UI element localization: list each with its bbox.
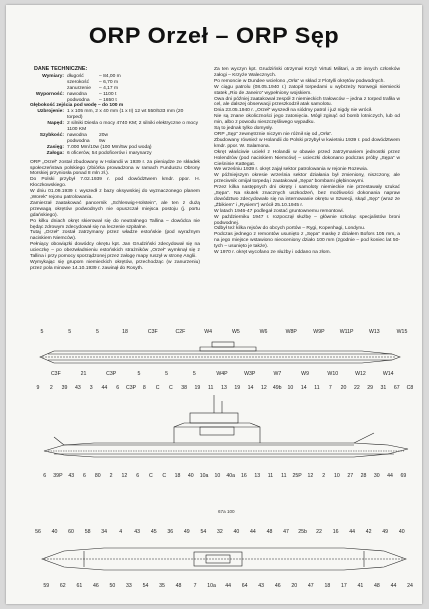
callout-label: 36 xyxy=(167,529,174,535)
paragraph: Odbył też kilka rejsów do obcych portów – Rygi, Kopenhagi, Londynu. xyxy=(214,226,366,232)
spec-value: Głębokość zejścia pod wodę – do 100 m xyxy=(30,103,124,109)
callout-label: 11 xyxy=(314,385,320,391)
callout-label: 48 xyxy=(374,583,380,589)
callout-label: 7 xyxy=(328,385,332,391)
callout-label: 40 xyxy=(187,473,194,479)
callout-label: 47 xyxy=(283,529,289,535)
specs-table xyxy=(30,74,200,157)
spec-key: Wymiary: xyxy=(42,73,64,79)
callout-label: 2 xyxy=(109,473,113,479)
callout-label: C8 xyxy=(406,385,414,391)
callout-label: 11 xyxy=(208,385,214,391)
callout-label: 22 xyxy=(316,529,322,535)
callout-label: 46 xyxy=(92,583,99,589)
callout-label: 56 xyxy=(35,529,41,535)
callout-label: 44 xyxy=(225,583,232,589)
callout-label: 50 xyxy=(109,583,116,589)
spec-value: nawodna – 1100 t podwodna – 1650 t xyxy=(67,91,117,103)
paragraph: W 1970 r. okręt wycofano ze służby i oddano na złom. xyxy=(214,250,331,256)
callout-label: W11P xyxy=(339,329,354,335)
callout-label: 5 xyxy=(95,329,99,335)
callout-label: 45 xyxy=(150,529,157,535)
callout-label: 54 xyxy=(142,583,149,589)
callout-label: 19 xyxy=(234,385,241,391)
callout-label: W7 xyxy=(273,371,282,377)
paragraph: Zbudowany również w Holandii do Polski przybył w kwietniu 1939 r. pod dowództwem kmdr. ppor. W. Salamona. xyxy=(214,137,400,149)
paragraph: Okręt właściwie uciekł z Holandii w obawie przed zatrzymaniem jednostki przez Holendrów (pod naciskiem Niemców) – ucieczki dokonano podczas próby „Sępa” w Cieśninie Kattegat. xyxy=(214,149,400,167)
callout-label: 10a xyxy=(199,473,209,479)
callout-label: 49b xyxy=(272,385,282,391)
callout-label: 69 xyxy=(400,473,407,479)
callout-label: 25b xyxy=(298,529,307,535)
paragraph: Nie są znane okoliczności jego zatonięcia. Mógł zginąć od bomb lotniczych, lub od min, albo z powodu nieszczęśliwego wypadku. xyxy=(214,114,400,126)
callout-label: 6 xyxy=(83,473,86,479)
callout-label: 11 xyxy=(281,473,287,479)
spec-row xyxy=(30,74,200,92)
right-column xyxy=(214,67,400,256)
spec-row xyxy=(30,92,200,104)
callout-label: 33 xyxy=(126,583,132,589)
spec-key: Zasięg: xyxy=(46,144,64,150)
callout-label: 12 xyxy=(307,473,314,479)
callout-label: 44 xyxy=(390,583,397,589)
scale-label: 67a 100 xyxy=(218,509,235,514)
callout-label: 47 xyxy=(307,583,314,589)
paragraph: ORP „Orzeł” został zbudowany w Holandii w 1939 r. za pieniądze ze składek społeczeństwa polskiego (zbiórka prowadzona w ramach Funduszu Obrony Morskiej przyniosła ponad 8 mln zł.). xyxy=(30,159,200,177)
callout-label: W9 xyxy=(301,371,309,377)
paragraph: W ciągu patrolu (08.05.1940 r.) zatopił torpedami u wybrzeży Norwegii niemiecki statek „Rio de Janeiro” wypełniony wojskiem. xyxy=(214,84,400,96)
callout-label: 5 xyxy=(137,371,141,377)
document-page xyxy=(6,5,422,604)
paragraph: Są to jednak tylko domysły. xyxy=(214,126,273,132)
spec-key: Napęd: xyxy=(47,121,64,127)
callout-label: 38 xyxy=(181,385,188,391)
callout-label: 67 xyxy=(393,385,400,391)
callout-label: 35 xyxy=(159,583,165,589)
callout-label: 14 xyxy=(247,385,254,391)
paragraph: We wrześniu 1939 r. okręt zajął sektor patrolowania w rejonie Rozewia. xyxy=(214,167,369,173)
callout-label: 2 xyxy=(49,385,53,391)
callout-label: 16 xyxy=(241,473,247,479)
callout-label: 54 xyxy=(200,529,207,535)
callout-label: W14 xyxy=(382,371,394,377)
right-text xyxy=(214,67,400,256)
callout-label: 43 xyxy=(258,583,265,589)
callout-label: 41 xyxy=(357,583,364,589)
callout-label: 49 xyxy=(382,529,389,535)
paragraph: Dnia 23.05.1940 r. „Orzeł” wyszedł na siódmy patrol i już nigdy nie wrócił. xyxy=(214,108,373,114)
callout-label: 44 xyxy=(250,529,256,535)
callout-label: 12 xyxy=(260,385,267,391)
callout-label: 5 xyxy=(68,329,72,335)
spec-key: Uzbrojenie: xyxy=(37,109,64,115)
callout-label: 24 xyxy=(407,583,413,589)
spec-value: długość – 84,00 m szerokość – 6,70 m zanurzenie – 4,17 m xyxy=(67,73,121,91)
callout-label: 5 xyxy=(40,329,44,335)
callout-label: 49 xyxy=(183,529,190,535)
spec-key: Załoga: xyxy=(46,150,64,156)
callout-label: C xyxy=(162,473,167,479)
paragraph: Po kilku dniach okręt skierował się do neutralnego Tallina – dowódca nie będąc zdrowym zdecydował się na leczenie szpitalne. xyxy=(30,218,200,230)
callout-label: 6 xyxy=(43,473,47,479)
callout-label: 44 xyxy=(101,385,108,391)
spec-value: nawodna 20w podwodna 9w xyxy=(67,132,108,144)
paragraph: Pełniący obowiązki dowódcy okrętu kpt. Jan Grudziński zdecydował się na ucieczkę – po obezwładnieniu estońskich strażników „Orzeł” wymknął się z Tallina i przy pomocy sporządzonej przez załogę mapy ruszył w stronę Anglii. xyxy=(30,242,200,260)
left-column xyxy=(30,67,200,272)
callout-label: 30 xyxy=(373,473,380,479)
callout-label: 32 xyxy=(216,529,223,535)
callout-label: W3P xyxy=(244,371,256,377)
spec-row xyxy=(30,121,200,133)
callout-label: 40a xyxy=(226,473,235,479)
callout-label: 20 xyxy=(291,583,298,589)
callout-label: 7 xyxy=(193,583,197,589)
callout-label: C xyxy=(149,473,153,479)
callout-label: 10 xyxy=(214,473,221,479)
paragraph: Za ten wyczyn kpt. Grudziński otrzymał Krzyż Virtuti Militari, a 20 innych członków załogi – Krzyże Walecznych. xyxy=(214,67,400,78)
callout-label: W10 xyxy=(327,371,339,377)
callout-label: 5 xyxy=(192,371,196,377)
paragraph: Po remoncie w Dundee wcielono „Orła” w skład 2 Flotylli okrętów podwodnych. xyxy=(214,78,385,84)
callout-label: 59 xyxy=(43,583,50,589)
callout-label: 13 xyxy=(254,473,261,479)
callout-label: 29 xyxy=(367,385,374,391)
callout-label: 25P xyxy=(292,473,302,479)
callout-label: 19 xyxy=(194,385,201,391)
spec-value: 7.000 Mm/10w (100 Mm/5w pod wodą) xyxy=(67,144,152,150)
page-title: ORP Orzeł – ORP Sęp xyxy=(88,23,340,48)
callout-label: 31 xyxy=(380,385,387,391)
callout-label: 21 xyxy=(80,371,87,377)
paragraph: Zamierzał zaatakować pancernik „Schleswig-Holstein”, ale ten z dużą przewagą okrętów podwodnych nie opuszczał miejsca postoju (j. portu gdańskiego). xyxy=(30,200,200,218)
specs-heading: DANE TECHNICZNE: xyxy=(34,66,88,72)
callout-label: C xyxy=(155,385,160,391)
callout-label: W13 xyxy=(368,329,380,335)
callout-label: 22 xyxy=(353,385,360,391)
callout-label: 9 xyxy=(36,385,40,391)
paragraph: Owa dni później zaatakował zespół 3 niemieckich trałowców – jedna z torped trafiła w cel, ale dalszej obserwacji przeszkodził atak samolotu. xyxy=(214,96,400,108)
callout-label: W4P xyxy=(216,371,228,377)
callout-label: C3F xyxy=(147,329,158,335)
drawing-callouts xyxy=(35,329,413,589)
callout-label: 8 xyxy=(142,385,146,391)
callout-label: W5 xyxy=(231,329,240,335)
callout-label: 18 xyxy=(122,329,128,335)
callout-label: C3F xyxy=(50,371,61,377)
paragraph: W dniu 01.09.1939 r. wyszedł z bazy oksywskiej do wyznaczonego planem „Worek” rejonu patrolowania. xyxy=(30,189,200,201)
callout-label: 12 xyxy=(121,473,128,479)
callout-label: 14 xyxy=(300,385,307,391)
callout-label: 48 xyxy=(266,529,273,535)
callout-label: 34 xyxy=(101,529,108,535)
callout-label: 64 xyxy=(241,583,248,589)
callout-label: 58 xyxy=(84,529,91,535)
callout-label: 40 xyxy=(233,529,240,535)
paragraph: Podczas jednego z remontów usunięto z „Sępa” maskę z działem Bofors 105 mm, a na jego miejsce wstawiono nieoceniony działo 100 mm (zgodnie – pod koniec lat 50-tych – usunięto je także). xyxy=(214,232,400,250)
callout-label: W15 xyxy=(396,329,408,335)
callout-label: 10 xyxy=(287,385,294,391)
callout-label: 5 xyxy=(165,371,169,377)
paragraph: Wymykając się grupom niemieckich okrętów, przechodząc (w zanurzeniu) przez pola minowe 14.10.1939 r. zawinął do Rosyth. xyxy=(30,260,200,271)
spec-value: 2 silniki Diesla o mocy 4740 KM; 2 silniki elektryczne o mocy 1100 KM xyxy=(67,121,199,133)
spec-key: Wyporność: xyxy=(35,91,64,97)
spec-key: Szybkość: xyxy=(39,132,64,138)
spec-row xyxy=(30,133,200,145)
callout-label: 10a xyxy=(207,583,216,589)
callout-label: C2F xyxy=(175,329,186,335)
callout-label: 43 xyxy=(134,529,141,535)
callout-label: C3P xyxy=(125,385,137,391)
callout-label: C xyxy=(168,385,173,391)
callout-label: 60 xyxy=(68,529,74,535)
callout-label: 44 xyxy=(349,529,356,535)
paragraph: W październiku 1947 r. rozpoczął służbę – głównie szkoląc specjalistów broni podwodnej. xyxy=(214,214,400,226)
left-text xyxy=(30,160,200,272)
callout-label: 39 xyxy=(61,385,68,391)
callout-label: 39P xyxy=(53,473,63,479)
callout-label: 3 xyxy=(89,385,93,391)
callout-label: 18 xyxy=(324,583,331,589)
spec-value: 1 x 105 mm, 2 x 40 mm (1 x II) 12 wt 550/533 mm (20 torped) xyxy=(67,109,184,121)
callout-label: 48 xyxy=(175,583,182,589)
callout-label: C3P xyxy=(106,371,117,377)
callout-label: 40 xyxy=(51,529,58,535)
callout-label: 16 xyxy=(332,529,339,535)
callout-label: 43 xyxy=(68,473,75,479)
callout-label: W12 xyxy=(355,371,366,377)
callout-label: W8P xyxy=(285,329,297,335)
bottom-plan-view xyxy=(42,548,406,570)
callout-label: 18 xyxy=(174,473,181,479)
callout-label: 80 xyxy=(94,473,101,479)
callout-label: 42 xyxy=(365,529,372,535)
top-side-view xyxy=(40,342,400,363)
spec-value: 6 oficerów, 54 podoficerów i marynarzy xyxy=(67,150,152,156)
callout-label: 27 xyxy=(347,473,354,479)
callout-label: 61 xyxy=(76,583,83,589)
callout-label: 11 xyxy=(267,473,274,479)
submarine-drawings xyxy=(24,323,420,599)
callout-label: 17 xyxy=(340,583,347,589)
callout-label: 13 xyxy=(221,385,227,391)
paragraph: Przez kilka następnych dni okręty i samoloty niemieckie nie przestawały szukać „Sępa”. Na skutek znacznych uszkodzeń, bez możliwości dokonania napraw dowództwo zdecydowało się na internowanie okrętu w Szwecji, skąd „Sęp” (wraz ze „Żbikiem” i „Rysiem”) wrócił 25.10.1945 r. xyxy=(214,185,400,208)
callout-label: 28 xyxy=(360,473,367,479)
profile-view xyxy=(44,395,408,457)
paragraph: W późniejszym okresie września sektor działania był zmieniony, niszczony, ale przeciwnik omijał torpedą i zaatakował „Sępa” bombami głębinowymi. xyxy=(214,173,400,185)
paragraph: ORP „Sęp” zewnętrznie niczym nie różnił się od „Orła”. xyxy=(214,131,333,137)
callout-label: 46 xyxy=(274,583,281,589)
callout-label: 4 xyxy=(119,529,123,535)
callout-label: W9P xyxy=(313,329,325,335)
callout-label: 6 xyxy=(116,385,120,391)
paragraph: Do Polski przybył 7.02.1939 r. pod dowództwem kmdr. ppor. H. Kłoczkowskiego. xyxy=(30,177,200,189)
spec-row xyxy=(30,151,200,157)
callout-label: 44 xyxy=(387,473,393,479)
callout-label: W4 xyxy=(204,329,213,335)
spec-row xyxy=(30,109,200,121)
callout-label: 62 xyxy=(59,583,66,589)
paragraph: Tutaj „Orzeł” został zatrzymany przez władze estońskie (pod wyraźnym naciskiem Niemców). xyxy=(30,230,200,242)
callout-label: 43 xyxy=(74,385,81,391)
callout-label: 20 xyxy=(340,385,347,391)
callout-label: W6 xyxy=(259,329,268,335)
callout-label: 40 xyxy=(398,529,405,535)
callout-label: 6 xyxy=(136,473,140,479)
paragraph: W latach 1946-47 podlegał zostać gruntownemu remontowi. xyxy=(214,208,344,214)
callout-label: 2 xyxy=(322,473,326,479)
callout-label: 10 xyxy=(334,473,340,479)
